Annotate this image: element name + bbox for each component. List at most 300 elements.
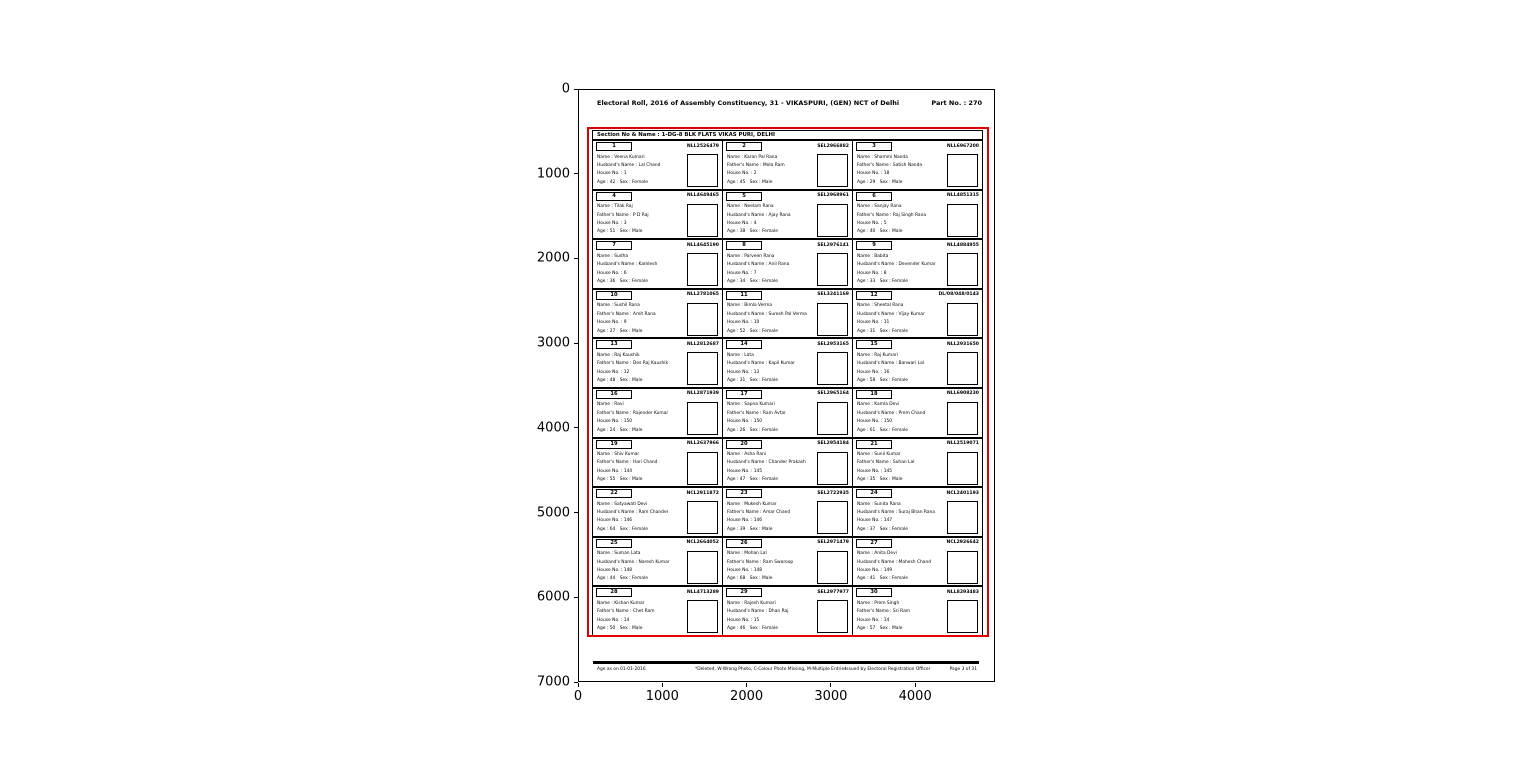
voter-fields xyxy=(597,253,682,287)
epic-number: SEL2977977 xyxy=(817,589,849,595)
age-sex-line: Age : 39 Sex : Male xyxy=(727,526,773,532)
voter-fields xyxy=(727,501,812,535)
voter-card xyxy=(853,389,982,439)
photo-box xyxy=(817,551,848,584)
photo-box xyxy=(817,501,848,534)
relation-line: Husband's Name : Vijay Kumar xyxy=(857,311,925,317)
epic-number: NLL8293483 xyxy=(946,589,979,595)
name-line: Name : Asha Rani xyxy=(727,452,767,458)
serial-number-box: 7 xyxy=(596,241,632,250)
relation-line: Father's Name : Raj Singh Rana xyxy=(857,212,927,218)
name-line: Name : Anita Devi xyxy=(857,551,897,557)
serial-number-box: 21 xyxy=(856,440,892,449)
photo-box xyxy=(687,253,718,286)
x-tick-mark xyxy=(830,683,831,687)
x-tick-label: 4000 xyxy=(898,689,932,704)
voter-fields xyxy=(597,550,682,584)
footer-item: Age as on 01-01-2016 xyxy=(597,667,646,672)
photo-box xyxy=(947,551,978,584)
x-tick-label: 0 xyxy=(573,689,583,704)
photo-box xyxy=(947,402,978,435)
voter-fields xyxy=(727,451,812,485)
voter-card xyxy=(723,587,853,637)
voter-fields xyxy=(597,302,682,336)
y-tick-label: 7000 xyxy=(536,674,570,690)
serial-number-box: 16 xyxy=(596,390,632,399)
voter-card xyxy=(593,389,723,439)
voter-fields xyxy=(727,550,812,584)
relation-line: Husband's Name : Banwari Lal xyxy=(857,361,925,367)
age-sex-line: Age : 40 Sex : Male xyxy=(857,229,903,235)
name-line: Name : Lata xyxy=(727,352,754,358)
voter-card xyxy=(853,339,982,389)
relation-line: Husband's Name : Mahesh Chand xyxy=(857,559,932,565)
x-tick-label: 1000 xyxy=(645,689,679,704)
epic-number: NLL4645190 xyxy=(686,242,719,248)
serial-number-box: 13 xyxy=(596,340,632,349)
epic-number: NLL4713289 xyxy=(686,589,719,595)
house-line: House No. : 16 xyxy=(857,369,890,375)
serial-number-box: 19 xyxy=(596,440,632,449)
voter-fields xyxy=(597,501,682,535)
age-sex-line: Age : 68 Sex : Male xyxy=(727,576,773,582)
epic-number: NCL2664052 xyxy=(686,540,719,546)
age-sex-line: Age : 26 Sex : Female xyxy=(727,427,778,433)
y-tick-label: 5000 xyxy=(536,505,570,521)
y-tick-label: 6000 xyxy=(536,589,570,605)
house-line: House No. : 1 xyxy=(597,171,627,177)
voter-fields xyxy=(597,154,682,188)
voter-card xyxy=(723,538,853,588)
relation-line: Husband's Name : Ram Chander xyxy=(597,510,669,516)
epic-number: NLL4884955 xyxy=(946,242,979,248)
epic-number: NLL2871939 xyxy=(686,391,719,397)
house-line: House No. : 146 xyxy=(727,518,763,524)
epic-number: NLL2637966 xyxy=(686,441,719,447)
age-sex-line: Age : 46 Sex : Female xyxy=(727,626,778,632)
epic-number: NLL6908230 xyxy=(946,391,979,397)
serial-number-box: 4 xyxy=(596,192,632,201)
age-sex-line: Age : 33 Sex : Female xyxy=(857,278,908,284)
epic-number: NLL2519071 xyxy=(946,441,979,447)
photo-box xyxy=(817,600,848,633)
epic-number: NLL2526479 xyxy=(686,143,719,149)
age-sex-line: Age : 44 Sex : Female xyxy=(597,576,648,582)
name-line: Name : Kishan Kumar xyxy=(597,600,645,606)
document-header xyxy=(597,99,982,109)
serial-number-box: 17 xyxy=(726,390,762,399)
footer-item: *Deleted, W-Wrong Photo, C-Colour Photo Missing, M-Multiple Entries xyxy=(695,667,847,672)
serial-number-box: 9 xyxy=(856,241,892,250)
serial-number-box: 10 xyxy=(596,291,632,300)
relation-line: Father's Name : Des Raj Kaushik xyxy=(597,361,669,367)
voter-fields xyxy=(597,203,682,237)
y-tick-label: 4000 xyxy=(536,420,570,436)
voter-card xyxy=(723,488,853,538)
serial-number-box: 3 xyxy=(856,142,892,151)
voter-fields xyxy=(727,600,812,634)
name-line: Name : Mukesh Kumar xyxy=(727,501,777,507)
photo-box xyxy=(817,154,848,187)
relation-line: Husband's Name : Suresh Pal Verma xyxy=(727,311,807,317)
voter-card xyxy=(593,587,723,637)
voter-fields xyxy=(857,253,942,287)
voter-card xyxy=(723,439,853,489)
age-sex-line: Age : 35 Sex : Male xyxy=(857,477,903,483)
name-line: Name : Rajesh Kumari xyxy=(727,600,776,606)
age-sex-line: Age : 42 Sex : Female xyxy=(597,179,648,185)
x-tick-label: 2000 xyxy=(730,689,764,704)
name-line: Name : Suman Lata xyxy=(597,551,641,557)
name-line: Name : Tilak Raj xyxy=(597,204,633,210)
serial-number-box: 28 xyxy=(596,588,632,597)
photo-box xyxy=(947,253,978,286)
epic-number: SEL2966882 xyxy=(817,143,849,149)
serial-number-box: 26 xyxy=(726,539,762,548)
house-line: House No. : 150 xyxy=(857,419,893,425)
name-line: Name : Satyawati Devi xyxy=(597,501,648,507)
relation-line: Father's Name : P D Raj xyxy=(597,212,649,218)
relation-line: Father's Name : Ram Swaroop xyxy=(727,559,794,565)
epic-number: SEL3241169 xyxy=(817,292,849,298)
voter-card xyxy=(853,240,982,290)
voter-fields xyxy=(597,401,682,435)
y-tick-label: 0 xyxy=(561,81,570,97)
photo-box xyxy=(687,303,718,336)
epic-number: NLL2812687 xyxy=(686,341,719,347)
name-line: Name : Sudha xyxy=(597,253,629,259)
voter-fields xyxy=(857,203,942,237)
photo-box xyxy=(947,303,978,336)
voter-card xyxy=(593,488,723,538)
relation-line: Husband's Name : Anil Rana xyxy=(727,262,790,268)
voter-card xyxy=(593,141,723,191)
photo-box xyxy=(687,352,718,385)
house-line: House No. : 5 xyxy=(857,220,887,226)
photo-box xyxy=(687,154,718,187)
house-line: House No. : 150 xyxy=(727,419,763,425)
house-line: House No. : 148 xyxy=(727,568,763,574)
voter-card xyxy=(723,389,853,439)
photo-box xyxy=(817,253,848,286)
voter-card xyxy=(853,141,982,191)
name-line: Name : Sanjay Rana xyxy=(857,204,902,210)
house-line: House No. : 2 xyxy=(727,171,757,177)
relation-line: Husband's Name : Devender Kumar xyxy=(857,262,936,268)
voter-fields xyxy=(727,401,812,435)
house-line: House No. : 145 xyxy=(857,468,893,474)
y-tick-label: 3000 xyxy=(536,335,570,351)
epic-number: NCL2401193 xyxy=(946,490,979,496)
relation-line: Father's Name : Amar Chand xyxy=(727,510,791,516)
x-tick-mark xyxy=(662,683,663,687)
house-line: House No. : 146 xyxy=(597,518,633,524)
voter-fields xyxy=(857,352,942,386)
age-sex-line: Age : 47 Sex : Female xyxy=(727,477,778,483)
age-sex-line: Age : 36 Sex : Female xyxy=(597,278,648,284)
photo-box xyxy=(947,204,978,237)
age-sex-line: Age : 34 Sex : Female xyxy=(727,278,778,284)
house-line: House No. : 3 xyxy=(597,220,627,226)
voter-card xyxy=(723,240,853,290)
voter-card xyxy=(723,290,853,340)
serial-number-box: 12 xyxy=(856,291,892,300)
relation-line: Husband's Name : Kapil Kumar xyxy=(727,361,795,367)
name-line: Name : Sheetal Rana xyxy=(857,303,904,309)
age-sex-line: Age : 24 Sex : Male xyxy=(597,427,643,433)
photo-box xyxy=(687,501,718,534)
serial-number-box: 20 xyxy=(726,440,762,449)
section-header: Section No & Name : 1-DG-8 BLK FLATS VIKAS PURI, DELHI xyxy=(592,130,983,140)
serial-number-box: 2 xyxy=(726,142,762,151)
relation-line: Father's Name : Hari Chand xyxy=(597,460,658,466)
serial-number-box: 25 xyxy=(596,539,632,548)
house-line: House No. : 150 xyxy=(597,419,633,425)
house-line: House No. : 4 xyxy=(727,220,757,226)
voter-fields xyxy=(727,203,812,237)
age-sex-line: Age : 58 Sex : Female xyxy=(857,378,908,384)
age-sex-line: Age : 31 Sex : Female xyxy=(727,378,778,384)
epic-number: NLL4649465 xyxy=(686,193,719,199)
document-footer xyxy=(593,667,979,675)
relation-line: Father's Name : Amit Rana xyxy=(597,311,656,317)
photo-box xyxy=(817,402,848,435)
house-line: House No. : 12 xyxy=(597,369,630,375)
photo-box xyxy=(947,501,978,534)
relation-line: Father's Name : Mela Ram xyxy=(727,162,785,168)
photo-box xyxy=(687,204,718,237)
photo-box xyxy=(817,303,848,336)
relation-line: Father's Name : Rajender Kumar xyxy=(597,410,669,416)
voter-fields xyxy=(597,352,682,386)
voter-card xyxy=(853,439,982,489)
voter-fields xyxy=(597,451,682,485)
photo-box xyxy=(947,600,978,633)
house-line: House No. : 14 xyxy=(857,617,890,623)
voter-card xyxy=(853,538,982,588)
house-line: House No. : 11 xyxy=(857,320,890,326)
epic-number: NCL2926642 xyxy=(946,540,979,546)
voter-fields xyxy=(597,600,682,634)
relation-line: Father's Name : Sri Ram xyxy=(857,609,911,615)
electoral-roll-page xyxy=(579,90,994,681)
serial-number-box: 1 xyxy=(596,142,632,151)
voter-fields xyxy=(727,302,812,336)
voter-card xyxy=(593,339,723,389)
age-sex-line: Age : 45 Sex : Male xyxy=(727,179,773,185)
relation-line: Husband's Name : Naresh Kumar xyxy=(597,559,670,565)
serial-number-box: 18 xyxy=(856,390,892,399)
voter-fields xyxy=(727,253,812,287)
voter-fields xyxy=(857,302,942,336)
serial-number-box: 22 xyxy=(596,489,632,498)
photo-box xyxy=(817,204,848,237)
relation-line: Husband's Name : Dhan Raj xyxy=(727,609,789,615)
age-sex-line: Age : 57 Sex : Male xyxy=(857,626,903,632)
photo-box xyxy=(947,352,978,385)
name-line: Name : Bimla Verma xyxy=(727,303,773,309)
age-sex-line: Age : 48 Sex : Male xyxy=(597,378,643,384)
house-line: House No. : 15 xyxy=(727,617,760,623)
epic-number: NLL6967200 xyxy=(946,143,979,149)
house-line: House No. : 144 xyxy=(597,468,633,474)
serial-number-box: 27 xyxy=(856,539,892,548)
serial-number-box: 11 xyxy=(726,291,762,300)
voter-card xyxy=(723,141,853,191)
relation-line: Father's Name : Ram Avtar xyxy=(727,410,786,416)
voter-fields xyxy=(727,154,812,188)
relation-line: Father's Name : Sohan Lal xyxy=(857,460,915,466)
name-line: Name : Ravi xyxy=(597,402,624,408)
house-line: House No. : 14 xyxy=(597,617,630,623)
plot-axes xyxy=(578,89,995,682)
name-line: Name : Parveen Rana xyxy=(727,253,775,259)
age-sex-line: Age : 50 Sex : Male xyxy=(597,626,643,632)
epic-number: SEL2976141 xyxy=(817,242,849,248)
footer-rule xyxy=(593,661,979,664)
epic-number: SEL2722935 xyxy=(817,490,849,496)
age-sex-line: Age : 52 Sex : Female xyxy=(727,328,778,334)
voter-card xyxy=(853,290,982,340)
footer-item: Issued by Electoral Registration Officer xyxy=(845,667,931,672)
house-line: House No. : 18 xyxy=(857,171,890,177)
house-line: House No. : 9 xyxy=(597,320,627,326)
house-line: House No. : 13 xyxy=(727,369,760,375)
voter-fields xyxy=(857,401,942,435)
serial-number-box: 30 xyxy=(856,588,892,597)
photo-box xyxy=(947,452,978,485)
photo-box xyxy=(817,352,848,385)
house-line: House No. : 147 xyxy=(857,518,893,524)
voter-card xyxy=(723,191,853,241)
house-line: House No. : 145 xyxy=(727,468,763,474)
name-line: Name : Shiv Kumar xyxy=(597,452,640,458)
photo-box xyxy=(687,551,718,584)
epic-number: SEL2965164 xyxy=(817,391,849,397)
age-sex-line: Age : 64 Sex : Female xyxy=(597,526,648,532)
relation-line: Husband's Name : Lal Chand xyxy=(597,162,661,168)
name-line: Name : Shammi Nanda xyxy=(857,154,908,160)
y-tick-label: 1000 xyxy=(536,166,570,182)
name-line: Name : Raj Kaushik xyxy=(597,352,640,358)
voter-fields xyxy=(857,600,942,634)
epic-number: SEL2953165 xyxy=(817,341,849,347)
house-line: House No. : 6 xyxy=(597,270,627,276)
name-line: Name : Sunita Rana xyxy=(857,501,901,507)
house-line: House No. : 148 xyxy=(597,568,633,574)
house-line: House No. : 149 xyxy=(857,568,893,574)
photo-box xyxy=(687,600,718,633)
epic-number: SEL2968961 xyxy=(817,193,849,199)
voter-fields xyxy=(857,451,942,485)
relation-line: Husband's Name : Kamlesh xyxy=(597,262,658,268)
x-tick-mark xyxy=(915,683,916,687)
voter-card xyxy=(723,339,853,389)
age-sex-line: Age : 38 Sex : Female xyxy=(727,229,778,235)
serial-number-box: 23 xyxy=(726,489,762,498)
voter-card xyxy=(853,191,982,241)
voter-fields xyxy=(727,352,812,386)
serial-number-box: 6 xyxy=(856,192,892,201)
photo-box xyxy=(687,402,718,435)
house-line: House No. : 7 xyxy=(727,270,757,276)
epic-number: NCL2911872 xyxy=(686,490,719,496)
name-line: Name : Sushil Rana xyxy=(597,303,640,309)
age-sex-line: Age : 27 Sex : Male xyxy=(597,328,643,334)
epic-number: NLL2931650 xyxy=(946,341,979,347)
serial-number-box: 14 xyxy=(726,340,762,349)
voter-card xyxy=(593,290,723,340)
serial-number-box: 8 xyxy=(726,241,762,250)
x-tick-mark xyxy=(578,683,579,687)
epic-number: NLL4851315 xyxy=(946,193,979,199)
name-line: Name : Karan Pal Rana xyxy=(727,154,778,160)
age-sex-line: Age : 51 Sex : Male xyxy=(597,229,643,235)
name-line: Name : Prem Singh xyxy=(857,600,900,606)
photo-box xyxy=(817,452,848,485)
house-line: House No. : 10 xyxy=(727,320,760,326)
name-line: Name : Neelam Rana xyxy=(727,204,774,210)
serial-number-box: 15 xyxy=(856,340,892,349)
relation-line: Father's Name : Chet Ram xyxy=(597,609,655,615)
voter-card xyxy=(593,240,723,290)
voter-fields xyxy=(857,154,942,188)
name-line: Name : Sunil Kumar xyxy=(857,452,901,458)
photo-box xyxy=(687,452,718,485)
voter-card xyxy=(853,587,982,637)
name-line: Name : Sapna Kumari xyxy=(727,402,775,408)
relation-line: Father's Name : Satish Nanda xyxy=(857,162,923,168)
voter-card xyxy=(593,439,723,489)
relation-line: Husband's Name : Prem Chand xyxy=(857,410,926,416)
epic-number: SEL2971479 xyxy=(817,540,849,546)
x-tick-mark xyxy=(746,683,747,687)
voter-fields xyxy=(857,501,942,535)
voter-grid xyxy=(592,140,983,636)
name-line: Name : Veena Kumari xyxy=(597,154,645,160)
x-tick-label: 3000 xyxy=(814,689,848,704)
age-sex-line: Age : 29 Sex : Male xyxy=(857,179,903,185)
house-line: House No. : 8 xyxy=(857,270,887,276)
serial-number-box: 24 xyxy=(856,489,892,498)
age-sex-line: Age : 55 Sex : Male xyxy=(597,477,643,483)
epic-number: NLL2781065 xyxy=(686,292,719,298)
name-line: Name : Mohan Lal xyxy=(727,551,767,557)
document-title: Electoral Roll, 2016 of Assembly Constituency, 31 - VIKASPURI, (GEN) NCT of Delhi xyxy=(597,99,900,107)
voter-card xyxy=(593,538,723,588)
footer-item: Page 3 of 31 xyxy=(949,667,977,672)
age-sex-line: Age : 37 Sex : Female xyxy=(857,526,908,532)
relation-line: Husband's Name : Ajay Rana xyxy=(727,212,791,218)
serial-number-box: 5 xyxy=(726,192,762,201)
age-sex-line: Age : 61 Sex : Female xyxy=(857,427,908,433)
name-line: Name : Babita xyxy=(857,253,889,259)
name-line: Name : Raj Kumari xyxy=(857,352,898,358)
voter-card xyxy=(593,191,723,241)
photo-box xyxy=(947,154,978,187)
relation-line: Husband's Name : Suraj Bhan Rana xyxy=(857,510,935,516)
relation-line: Husband's Name : Chander Prakash xyxy=(727,460,806,466)
epic-number: SEL2954184 xyxy=(817,441,849,447)
voter-fields xyxy=(857,550,942,584)
age-sex-line: Age : 41 Sex : Female xyxy=(857,576,908,582)
age-sex-line: Age : 31 Sex : Female xyxy=(857,328,908,334)
y-tick-label: 2000 xyxy=(536,250,570,266)
epic-number: DL/08/048/0143 xyxy=(938,292,979,298)
voter-card xyxy=(853,488,982,538)
name-line: Name : Kamla Devi xyxy=(857,402,900,408)
serial-number-box: 29 xyxy=(726,588,762,597)
